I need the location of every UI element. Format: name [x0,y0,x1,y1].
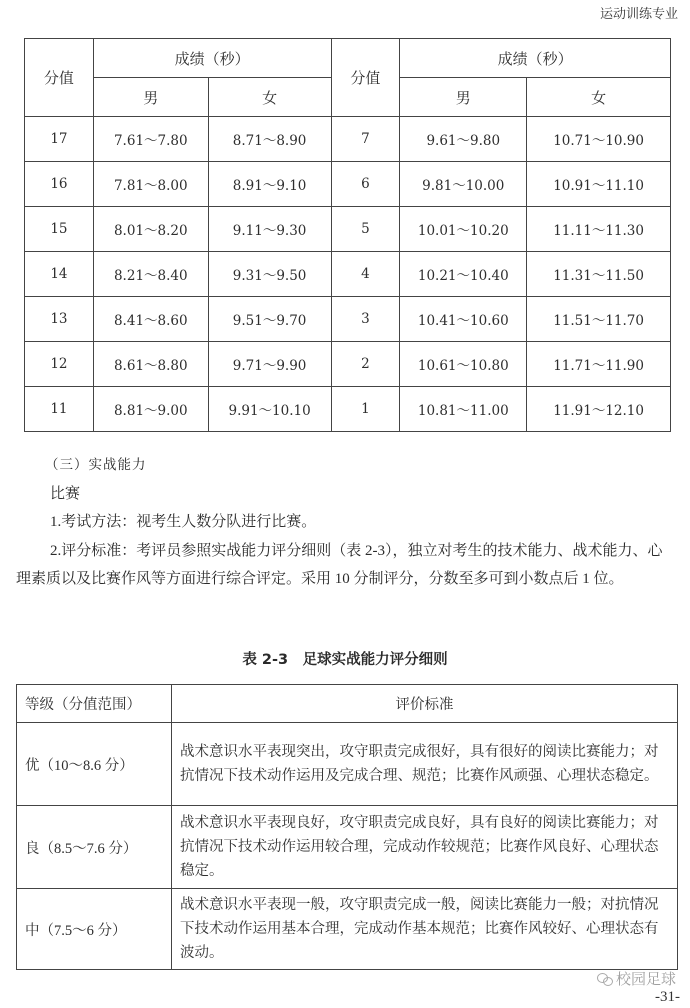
col-grade-header: 等级（分值范围） [17,685,172,723]
female-time-cell: 11.31～11.50 [527,252,671,297]
score-cell: 2 [331,342,400,387]
score-cell: 3 [331,297,400,342]
score-cell: 14 [25,252,94,297]
paragraph-exam-method: 1.考试方法：视考生人数分队进行比赛。 [50,514,317,530]
criteria-cell: 战术意识水平表现突出，攻守职责完成很好，具有很好的阅读比赛能力；对抗情况下技术动作运用及完成合理、规范；比赛作风顽强、心理状态稳定。 [172,723,678,806]
criteria-table [16,684,678,970]
female-time-cell: 9.71～9.90 [208,342,331,387]
header-row [17,685,678,723]
male-time-cell: 8.61～8.80 [93,342,208,387]
score-cell: 5 [331,207,400,252]
paragraph-scoring-standard: 2.评分标准：考评员参照实战能力评分细则（表 2-3），独立对考生的技术能力、战术能力、心理素质以及比赛作风等方面进行综合评定。采用 10 分制评分，分数至多可到小数点后 1 位。 [16,543,663,587]
col-male-header: 男 [93,78,208,117]
table-row [17,889,678,970]
table-row [25,342,671,387]
table-row [25,207,671,252]
female-time-cell: 11.91～12.10 [527,387,671,432]
male-time-cell: 10.61～10.80 [400,342,527,387]
male-time-cell: 10.21～10.40 [400,252,527,297]
grade-cell: 良（8.5～7.6 分） [17,806,172,889]
table-row [17,723,678,806]
col-score-header: 分值 [331,39,400,117]
score-cell: 11 [25,387,94,432]
col-score-header: 分值 [25,39,94,117]
table-row [25,117,671,162]
female-time-cell: 8.91～9.10 [208,162,331,207]
watermark [597,968,676,989]
score-table [24,38,671,432]
wechat-icon [597,973,613,985]
col-female-header: 女 [208,78,331,117]
male-time-cell: 8.41～8.60 [93,297,208,342]
col-female-header: 女 [527,78,671,117]
table-row [25,297,671,342]
grade-cell: 优（10～8.6 分） [17,723,172,806]
col-result-header: 成绩（秒） [93,39,331,78]
score-cell: 6 [331,162,400,207]
female-time-cell: 8.71～8.90 [208,117,331,162]
col-male-header: 男 [400,78,527,117]
table-caption: 表 2-3 足球实战能力评分细则 [242,652,448,668]
table-row [17,806,678,889]
watermark-text: 校园足球 [615,970,676,988]
section-subtitle: 比赛 [50,486,81,502]
grade-cell: 中（7.5～6 分） [17,889,172,970]
female-time-cell: 9.91～10.10 [208,387,331,432]
male-time-cell: 8.21～8.40 [93,252,208,297]
score-cell: 12 [25,342,94,387]
running-header: 运动训练专业 [599,7,678,22]
female-time-cell: 10.71～10.90 [527,117,671,162]
male-time-cell: 10.41～10.60 [400,297,527,342]
male-time-cell: 7.81～8.00 [93,162,208,207]
male-time-cell: 8.81～9.00 [93,387,208,432]
male-time-cell: 10.81～11.00 [400,387,527,432]
table-row [25,252,671,297]
table-row [25,162,671,207]
score-cell: 7 [331,117,400,162]
female-time-cell: 9.31～9.50 [208,252,331,297]
male-time-cell: 9.61～9.80 [400,117,527,162]
female-time-cell: 10.91～11.10 [527,162,671,207]
male-time-cell: 8.01～8.20 [93,207,208,252]
col-result-header: 成绩（秒） [400,39,671,78]
score-cell: 17 [25,117,94,162]
female-time-cell: 11.51～11.70 [527,297,671,342]
criteria-cell: 战术意识水平表现良好，攻守职责完成良好，具有良好的阅读比赛能力；对抗情况下技术动作运用较合理，完成动作较规范；比赛作风良好、心理状态稳定。 [172,806,678,889]
female-time-cell: 11.11～11.30 [527,207,671,252]
male-time-cell: 9.81～10.00 [400,162,527,207]
page-number: -31- [655,989,680,1005]
female-time-cell: 9.11～9.30 [208,207,331,252]
female-time-cell: 9.51～9.70 [208,297,331,342]
male-time-cell: 7.61～7.80 [93,117,208,162]
score-cell: 1 [331,387,400,432]
score-cell: 4 [331,252,400,297]
table-row [25,387,671,432]
score-cell: 15 [25,207,94,252]
female-time-cell: 11.71～11.90 [527,342,671,387]
criteria-cell: 战术意识水平表现一般，攻守职责完成一般，阅读比赛能力一般；对抗情况下技术动作运用基本合理，完成动作基本规范；比赛作风较好、心理状态有波动。 [172,889,678,970]
score-cell: 16 [25,162,94,207]
male-time-cell: 10.01～10.20 [400,207,527,252]
score-cell: 13 [25,297,94,342]
col-criteria-header: 评价标准 [172,685,678,723]
header-row [25,39,671,78]
section-title: （三）实战能力 [45,457,147,473]
